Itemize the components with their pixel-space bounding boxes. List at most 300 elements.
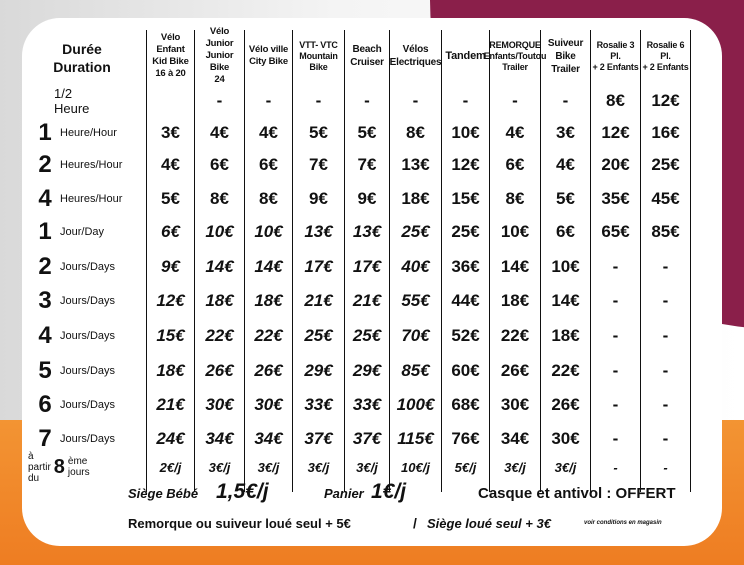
price-cell [490,182,540,216]
price-cell [591,215,640,249]
duration-header-fr: Durée [62,41,102,57]
duration-number: 4 [38,185,52,212]
price-cell [442,84,489,118]
price-cell [641,454,690,480]
price-value: 12€ [451,155,480,174]
price-value: 3€/j [257,459,280,475]
column-header [147,28,194,84]
price-cell [195,215,244,249]
price-cell [147,84,194,118]
price-cell [195,116,244,150]
price-cell [541,454,590,480]
price-value: 20€ [601,155,630,174]
baby-seat-label: Siège Bébé [128,486,199,501]
price-value: 21€ [352,291,382,310]
last-row-label [28,450,90,484]
price-cell [147,148,194,182]
price-value: 36€ [451,257,480,276]
price-cell [442,116,489,150]
price-value: 25€ [401,222,430,241]
price-cell [442,250,489,284]
price-value: - [662,361,669,380]
price-cell [245,388,292,422]
price-value: - [412,91,419,110]
price-cell [490,388,540,422]
price-cell [147,284,194,318]
baby-seat-price: 1,5€/j [216,480,269,503]
price-value: 60€ [451,361,480,380]
price-cell [442,454,489,480]
duration-unit: Jours/Days [60,261,116,273]
conditions-note: voir conditions en magasin [584,520,662,526]
column-header-line: Vélo Junior [205,26,234,49]
price-cell [442,319,489,353]
column-header-line: Trailer [502,61,528,72]
duration-row-label [36,388,115,422]
column-header-line: + 2 Enfants [592,61,639,72]
price-cell [442,388,489,422]
price-cell [641,388,690,422]
duration-unit: Jour/Day [60,226,105,238]
price-cell [541,215,590,249]
price-value: 10€ [451,123,480,142]
price-value: - [562,91,569,110]
price-value: 115€ [397,429,434,448]
price-cell [541,284,590,318]
price-value: - [662,326,669,345]
price-cell [293,250,344,284]
duration-row-label [36,215,104,249]
price-cell [195,454,244,480]
last-row-suffix: ème jours [67,456,90,478]
column-header-line: City Bike [249,56,288,67]
price-cell [390,422,441,456]
price-value: 68€ [451,395,480,414]
price-cell [390,182,441,216]
price-value: 4€ [161,155,180,174]
price-value: 37€ [304,429,333,448]
price-value: 4€ [505,123,525,142]
price-value: 52€ [451,326,480,345]
column-header-line: Vélo ville [248,44,289,55]
price-value: 40€ [401,257,430,276]
trailer-alone-note: Remorque ou suiveur loué seul + 5€ [128,516,351,531]
price-cell [195,182,244,216]
price-cell [390,454,441,480]
price-value: 25€ [352,326,382,345]
price-cell [245,250,292,284]
price-cell [390,354,441,388]
price-cell [591,284,640,318]
basket-label: Panier [324,486,364,501]
price-value: 5€ [309,123,328,142]
duration-unit: Jours/Days [60,295,116,307]
price-cell [345,454,389,480]
price-cell [591,182,640,216]
price-value: 22€ [205,326,234,345]
price-cell [541,148,590,182]
price-value: 3€/j [208,459,231,475]
price-cell [195,388,244,422]
seat-alone-note: Siège loué seul + 3€ [427,516,551,531]
price-cell [641,215,690,249]
price-cell [293,284,344,318]
price-cell [147,422,194,456]
price-cell [345,215,389,249]
price-value: - [662,429,669,448]
price-cell [147,354,194,388]
price-cell [591,388,640,422]
price-value: 76€ [451,429,480,448]
column-header-line: Vélos [402,44,429,55]
price-value: 8€ [210,189,229,208]
price-value: 14€ [205,257,234,276]
price-value: 14€ [254,257,283,276]
price-value: 2€/j [159,459,182,475]
price-cell [641,182,690,216]
price-value: 30€ [254,395,283,414]
price-value: 44€ [451,291,480,310]
price-value: 6€ [259,155,278,174]
duration-unit: Jours/Days [60,365,116,377]
footer-separator: / [413,515,417,531]
price-value: 17€ [352,257,382,276]
price-value: 6€ [210,155,229,174]
price-value: 30€ [205,395,234,414]
price-cell [641,250,690,284]
price-cell [345,182,389,216]
basket-price: 1€/j [371,480,407,503]
price-value: 25€ [651,155,680,174]
price-value: 12€ [156,291,185,310]
price-cell [293,84,344,118]
column-header-line: Cruiser [350,57,384,68]
column-header [641,28,690,84]
price-value: 13€ [352,222,382,241]
price-cell [591,116,640,150]
price-cell [195,84,244,118]
column-header-line: Enfants/Toutou [483,50,547,61]
price-cell [245,319,292,353]
price-cell [345,388,389,422]
price-value: - [662,395,669,414]
duration-number: 7 [38,425,52,452]
price-cell [293,148,344,182]
price-cell [345,422,389,456]
price-cell [541,388,590,422]
price-value: 16€ [651,123,680,142]
duration-number: 1 [38,218,52,245]
price-cell [293,422,344,456]
price-cell [442,422,489,456]
price-value: 34€ [254,429,283,448]
price-cell [345,319,389,353]
price-value: - [612,326,619,345]
price-cell [591,148,640,182]
price-cell [541,319,590,353]
price-value: 12€ [651,91,680,110]
price-cell [195,250,244,284]
price-cell [490,148,540,182]
duration-unit: Jours/Days [60,330,116,342]
price-value: 45€ [651,189,680,208]
price-cell [293,454,344,480]
price-cell [390,84,441,118]
price-value: 3€/j [307,459,330,475]
price-value: 30€ [551,429,580,448]
price-cell [293,182,344,216]
duration-label-text: 1/2 Heure [54,86,90,116]
price-cell [490,454,540,480]
price-value: 26€ [254,361,283,380]
last-row-prefix: à partir du [28,450,51,484]
price-cell [147,250,194,284]
price-value: 7€ [357,155,377,174]
column-header-line: 24 [214,74,225,85]
column-header-line: VTT- VTC [299,39,338,50]
price-cell [490,354,540,388]
price-value: 10€ [205,222,234,241]
price-value: 24€ [156,429,185,448]
price-value: 12€ [601,123,630,142]
price-value: 6€ [556,222,575,241]
price-cell [490,215,540,249]
price-value: 4€ [556,155,575,174]
duration-row-label [36,182,122,216]
price-value: 7€ [309,155,328,174]
last-row-number: 8 [53,455,65,478]
price-value: 29€ [352,361,382,380]
price-cell [147,454,194,480]
price-cell [490,422,540,456]
price-value: 21€ [156,395,185,414]
price-cell [195,354,244,388]
price-cell [442,182,489,216]
price-value: 5€/j [454,459,477,475]
price-value: 9€ [161,257,180,276]
column-header-line: + 2 Enfants [642,61,689,72]
price-cell [390,148,441,182]
price-value: 70€ [401,326,430,345]
column-header [442,28,489,84]
column-header-line: REMORQUE [489,39,541,50]
price-value: 6€ [505,155,525,174]
column-header-line: Suiveur [547,37,584,49]
price-value: 26€ [551,395,580,414]
price-cell [390,250,441,284]
price-value: 37€ [352,429,382,448]
price-value: - [612,361,619,380]
price-cell [442,148,489,182]
price-value: - [612,291,619,310]
price-cell [591,319,640,353]
price-cell [293,116,344,150]
price-cell [490,116,540,150]
price-value: 21€ [304,291,333,310]
price-cell [245,148,292,182]
price-value: 5€ [357,123,377,142]
price-value: - [662,291,669,310]
price-value: 10€ [500,222,530,241]
column-divider [690,30,691,492]
price-cell [641,284,690,318]
price-cell [195,284,244,318]
price-cell [541,182,590,216]
duration-unit: Jours/Days [60,433,116,445]
price-cell [591,454,640,480]
price-cell [345,84,389,118]
column-header [245,28,292,84]
price-value: - [512,91,518,110]
price-value: 8€ [606,91,625,110]
price-value: 13€ [401,155,430,174]
duration-header-en: Duration [53,59,111,75]
helmet-lock-offer: Casque et antivol : OFFERT [478,485,676,502]
price-cell [442,215,489,249]
price-value: 14€ [551,291,580,310]
price-cell [147,319,194,353]
column-header [390,28,441,84]
price-cell [147,215,194,249]
duration-row-label [36,148,122,182]
column-header-line: 16 à 20 [155,68,186,79]
price-cell [641,84,690,118]
price-cell [293,354,344,388]
price-value: 18€ [205,291,234,310]
price-cell [641,148,690,182]
duration-number: 1 [38,119,52,146]
price-value: 85€ [651,222,680,241]
column-header-line: Rosalie 6 Pl. [646,39,685,61]
duration-unit: Jours/Days [60,399,116,411]
price-cell [541,84,590,118]
price-value: 29€ [304,361,333,380]
price-card [22,18,722,546]
price-value: 18€ [551,326,580,345]
column-header-line: Vélo Enfant [156,32,185,55]
price-value: 22€ [254,326,283,345]
price-value: 5€ [161,189,180,208]
price-value: - [662,257,669,276]
price-cell [390,116,441,150]
price-value: - [612,429,619,448]
column-header [483,28,547,84]
price-value: 65€ [601,222,630,241]
price-value: 22€ [500,326,530,345]
price-cell [591,250,640,284]
price-value: 9€ [309,189,328,208]
price-cell [245,422,292,456]
price-cell [641,354,690,388]
price-value: - [612,257,619,276]
price-value: - [364,91,370,110]
price-value: 25€ [304,326,333,345]
price-value: 33€ [304,395,333,414]
price-value: 3€ [556,123,575,142]
price-value: 18€ [156,361,185,380]
price-cell [245,454,292,480]
price-value: 85€ [401,361,430,380]
price-value: - [663,459,668,475]
price-cell [345,148,389,182]
duration-row-label [36,84,89,118]
price-value: - [315,91,322,110]
price-value: - [265,91,272,110]
duration-row-label [36,284,115,318]
price-cell [591,84,640,118]
column-header-line: Mountain Bike [299,50,338,72]
duration-number: 3 [38,287,52,314]
price-cell [245,182,292,216]
price-value: 18€ [401,189,430,208]
price-cell [541,422,590,456]
price-cell [390,215,441,249]
price-cell [490,284,540,318]
price-cell [245,215,292,249]
price-value: 26€ [205,361,234,380]
price-value: 10€ [254,222,283,241]
duration-unit: Heures/Hour [60,193,123,205]
price-cell [390,388,441,422]
price-value: 55€ [401,291,430,310]
price-cell [147,182,194,216]
price-value: - [216,91,223,110]
price-cell [490,84,540,118]
price-cell [490,319,540,353]
price-value: - [613,459,618,475]
price-cell [591,354,640,388]
duration-unit: Heure/Hour [60,127,117,139]
price-value: 15€ [451,189,480,208]
price-cell [147,388,194,422]
price-cell [293,388,344,422]
price-value: 9€ [357,189,377,208]
price-cell [345,250,389,284]
duration-number: 2 [38,151,52,178]
price-cell [293,215,344,249]
price-value: 33€ [352,395,382,414]
price-cell [591,422,640,456]
column-header-line: Kid Bike [152,56,189,67]
price-value: 25€ [451,222,480,241]
price-value: 15€ [156,326,185,345]
price-value: - [462,91,469,110]
column-header-line: Beach [352,44,382,55]
column-header [345,28,389,84]
price-value: 18€ [500,291,530,310]
duration-row-label [36,319,115,353]
price-cell [641,422,690,456]
price-value: 34€ [500,429,530,448]
column-header [591,28,640,84]
price-cell [245,84,292,118]
price-value: 5€ [556,189,575,208]
price-cell [147,116,194,150]
price-cell [641,116,690,150]
price-cell [442,284,489,318]
duration-number: 5 [38,357,52,384]
price-value: 3€/j [504,459,526,475]
duration-number: 4 [38,322,52,349]
duration-header [32,34,132,82]
price-cell [390,319,441,353]
price-cell [345,116,389,150]
price-cell [442,354,489,388]
column-header-line: Rosalie 3 Pl. [596,39,635,61]
column-header [293,28,344,84]
price-value: 34€ [205,429,234,448]
price-cell [345,354,389,388]
